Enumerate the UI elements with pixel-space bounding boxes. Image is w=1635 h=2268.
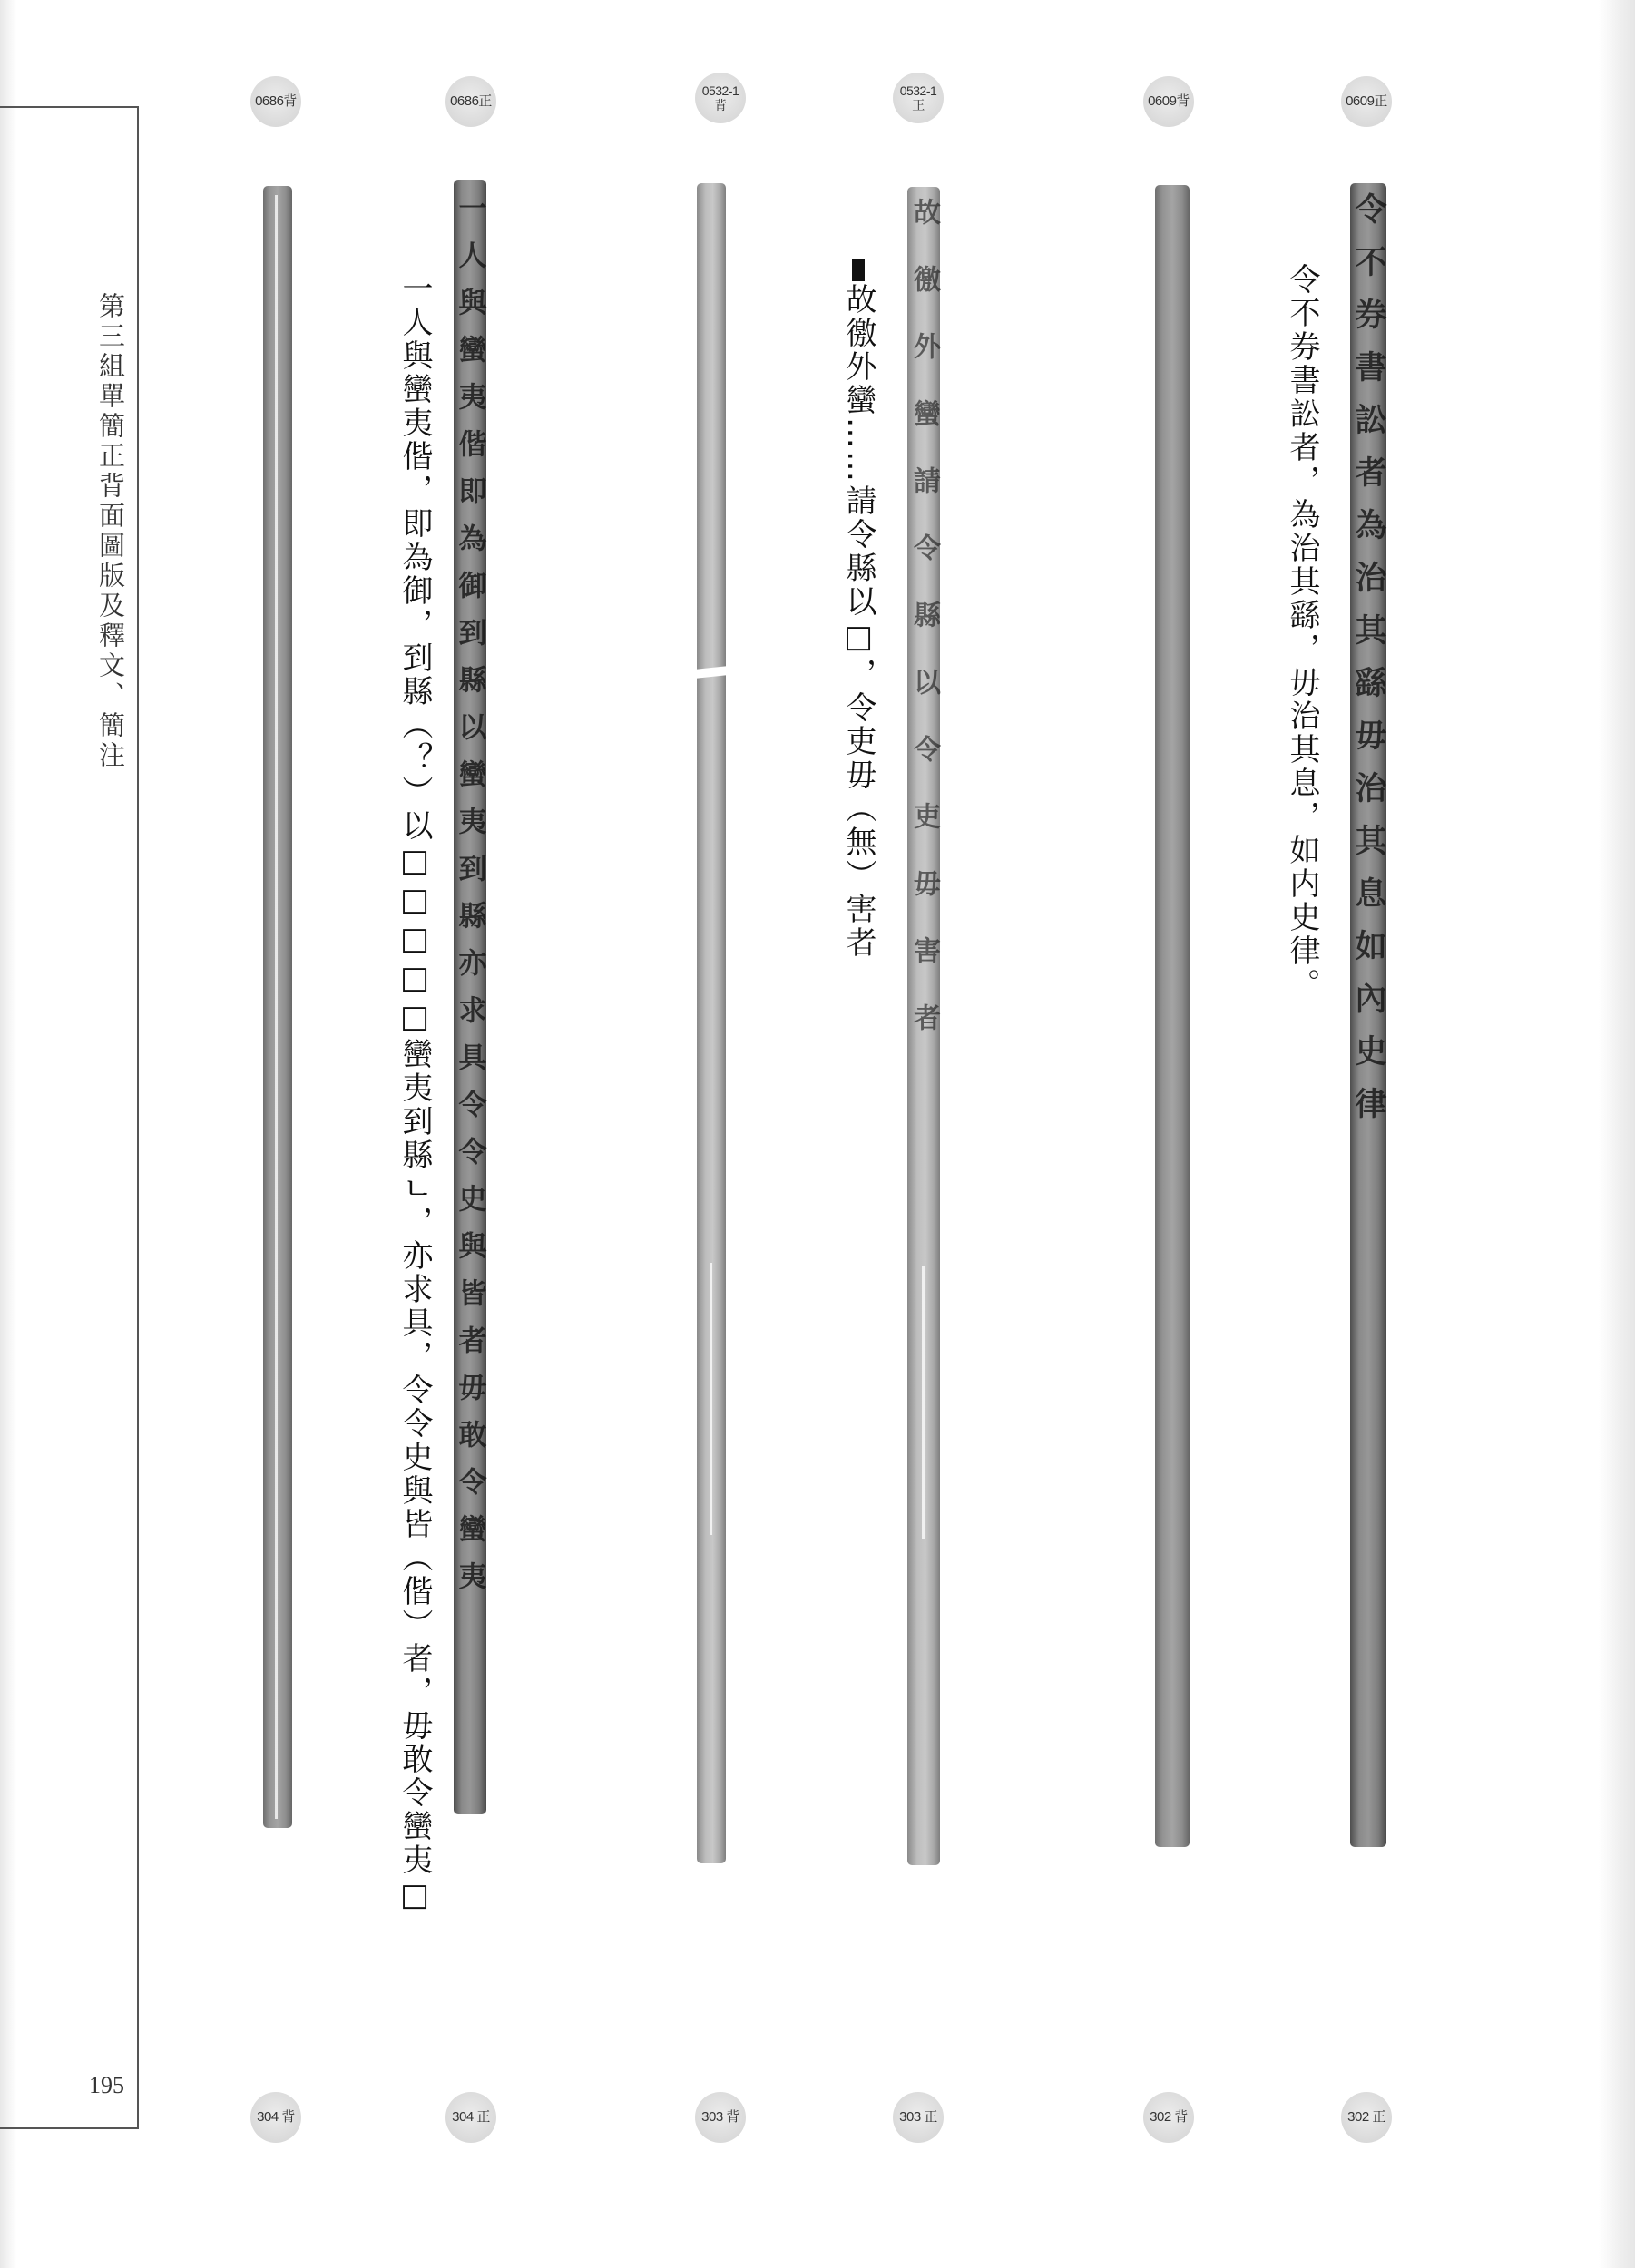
badge-label: 302 正 bbox=[1347, 2109, 1385, 2125]
badge-label: 0609背 bbox=[1148, 93, 1190, 109]
badge-304-front bbox=[445, 2092, 496, 2143]
slip-302-back bbox=[1155, 185, 1190, 1847]
badge-label: 303 背 bbox=[701, 2109, 739, 2125]
badge-303-front bbox=[893, 2092, 944, 2143]
slip-highlight bbox=[922, 1266, 925, 1539]
badge-0609-front bbox=[1341, 76, 1392, 127]
page-number: 195 bbox=[89, 2072, 124, 2098]
badge-0609-back bbox=[1143, 76, 1194, 127]
slip-glyphs: 故徼外蠻請令縣以令吏毋害者 bbox=[908, 198, 940, 1070]
badge-label: 0532-1 背 bbox=[701, 83, 739, 112]
badge-302-back bbox=[1143, 2092, 1194, 2143]
slip-glyphs: 一人與蠻夷偕即為御到縣以蠻夷到縣亦求具令令史與皆者毋敢令蠻夷 bbox=[453, 193, 486, 1608]
badge-label: 0686正 bbox=[450, 93, 492, 109]
transcription-slip-303: 故徼外蠻……請令縣以□，令吏毋（無）害者 bbox=[840, 283, 876, 960]
badge-0686-back bbox=[250, 76, 301, 127]
slip-302-front bbox=[1350, 183, 1386, 1847]
badge-label: 0609正 bbox=[1346, 93, 1387, 109]
slip-304-back bbox=[263, 186, 292, 1828]
slip-glyphs: 令不券書訟者為治其繇毋治其息如內史律 bbox=[1350, 192, 1387, 1139]
slip-highlight bbox=[275, 195, 278, 1819]
slip-303-back bbox=[697, 183, 726, 1863]
slip-crack bbox=[695, 666, 728, 679]
transcription-slip-304: 一人與蠻夷偕，即為御，到縣（？）以□□□□□蠻夷到縣ㄴ，亦求具，令令史與皆（偕）者，毋敢令蠻夷□ bbox=[397, 272, 433, 1916]
badge-label: 302 背 bbox=[1150, 2109, 1188, 2125]
badge-label: 303 正 bbox=[899, 2109, 937, 2125]
badge-label: 304 背 bbox=[257, 2109, 295, 2125]
badge-0532-1-back bbox=[695, 73, 746, 123]
scan-edge-right bbox=[1599, 0, 1635, 2268]
badge-303-back bbox=[695, 2092, 746, 2143]
badge-label: 0532-1 正 bbox=[899, 83, 937, 112]
missing-mark bbox=[852, 259, 865, 281]
badge-0686-front bbox=[445, 76, 496, 127]
section-title: 第三組單簡正背面圖版及釋文、簡注 bbox=[95, 292, 126, 771]
badge-label: 304 正 bbox=[452, 2109, 490, 2125]
slip-304-front bbox=[454, 180, 486, 1814]
badge-0532-1-front bbox=[893, 73, 944, 123]
badge-304-back bbox=[250, 2092, 301, 2143]
transcription-slip-302: 令不券書訟者，為治其繇，毋治其息，如内史律。 bbox=[1284, 263, 1320, 1002]
badge-302-front bbox=[1341, 2092, 1392, 2143]
slip-303-front bbox=[907, 187, 940, 1865]
slip-highlight bbox=[710, 1263, 712, 1535]
badge-label: 0686背 bbox=[255, 93, 297, 109]
